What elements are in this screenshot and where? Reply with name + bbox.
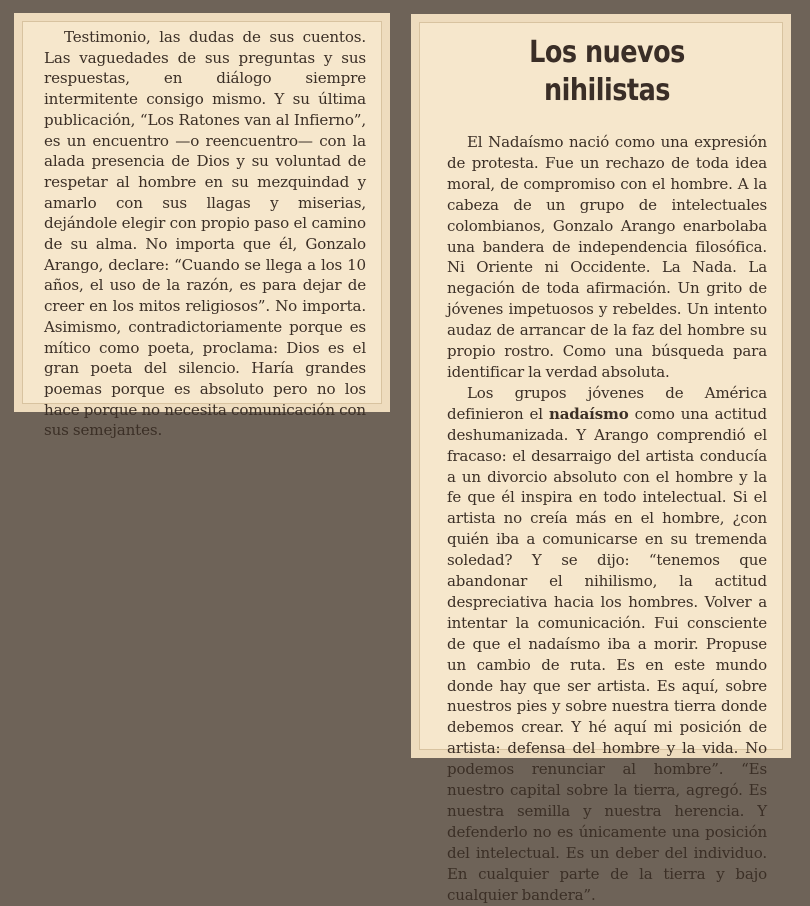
article-paragraph-2 (447, 383, 767, 906)
left-newspaper-clipping (14, 13, 390, 440)
left-article-paragraph: Testimonio, las dudas de sus cuentos. Las vaguedades de sus preguntas y sus respuestas, en diálogo siempre intermitente consigo mismo. Y su última publicación, “Los Ratones van al Infierno”, es un encuentro —o reencuentro— con la alada presencia de Dios y su voluntad de respetar al hombre en su mezquindad y amarlo con sus llagas y miserias, dejándole elegir con propio paso el camino de su alma. No importa que él, Gonzalo Arango, declare: “Cuando se llega a los 10 años, el uso de la razón, es para dejar de creer en los mitos religiosos”. No importa. Asimismo, contradictoriamente porque es mítico como poeta, proclama: Dios es el gran poeta del silencio. Haría grandes poemas porque es absoluto pero no los hace porque no necesita comunicación con sus semejantes. (44, 28, 366, 440)
article-headline: Los nuevos nihilistas (529, 35, 685, 108)
right-newspaper-clipping (411, 14, 791, 904)
article-paragraph-1: El Nadaísmo nació como una expresión de protesta. Fue un rechazo de toda idea moral, de compromiso con el hombre. A la cabeza de un grupo de intelectuales colombianos, Gonzalo Arango enarbolaba una bandera de independencia filosófica. Ni Oriente ni Occidente. La Nada. La negación de toda afirmación. Un grito de jóvenes impetuosos y rebeldes. Un intento audaz de arrancar de la faz del hombre su propio rostro. Como una búsqueda para identificar la verdad absoluta. (447, 133, 767, 381)
article-paragraph-2-rest: como una actitud deshumanizada. Y Arango comprendió el fracaso: el desarraigo del artista conducía a un divorcio absoluto con el hombre y la fe que él inspira en todo intelectual. Si el artista no creía más en el hombre, ¿con quién iba a comunicarse en su tremenda soledad? Y se dijo: “tenemos que abandonar el nihilismo, la actitud despreciativa hacia los hombres. Volver a intentar la comunicación. Fui consciente de que el nadaísmo iba a morir. Propuse un cambio de ruta. Es en este mundo donde hay que ser artista. Es aquí, sobre nuestros pies y sobre nuestra tierra donde debemos crear. Y hé aquí mi posición de artista: defensa del hombre y la vida. No podemos renunciar al hombre”. “Es nuestro capital sobre la tierra, agregó. Es nuestra semilla y nuestra herencia. Y defenderlo no es únicamente una posición del intelectual. Es un deber del individuo. En cualquier parte de la tierra y bajo cualquier bandera”. (447, 404, 767, 904)
nadaismo-bold-term: nadaísmo (548, 404, 629, 423)
article-paragraph-2-start: Los grupos jóvenes de América definieron el (447, 383, 767, 423)
